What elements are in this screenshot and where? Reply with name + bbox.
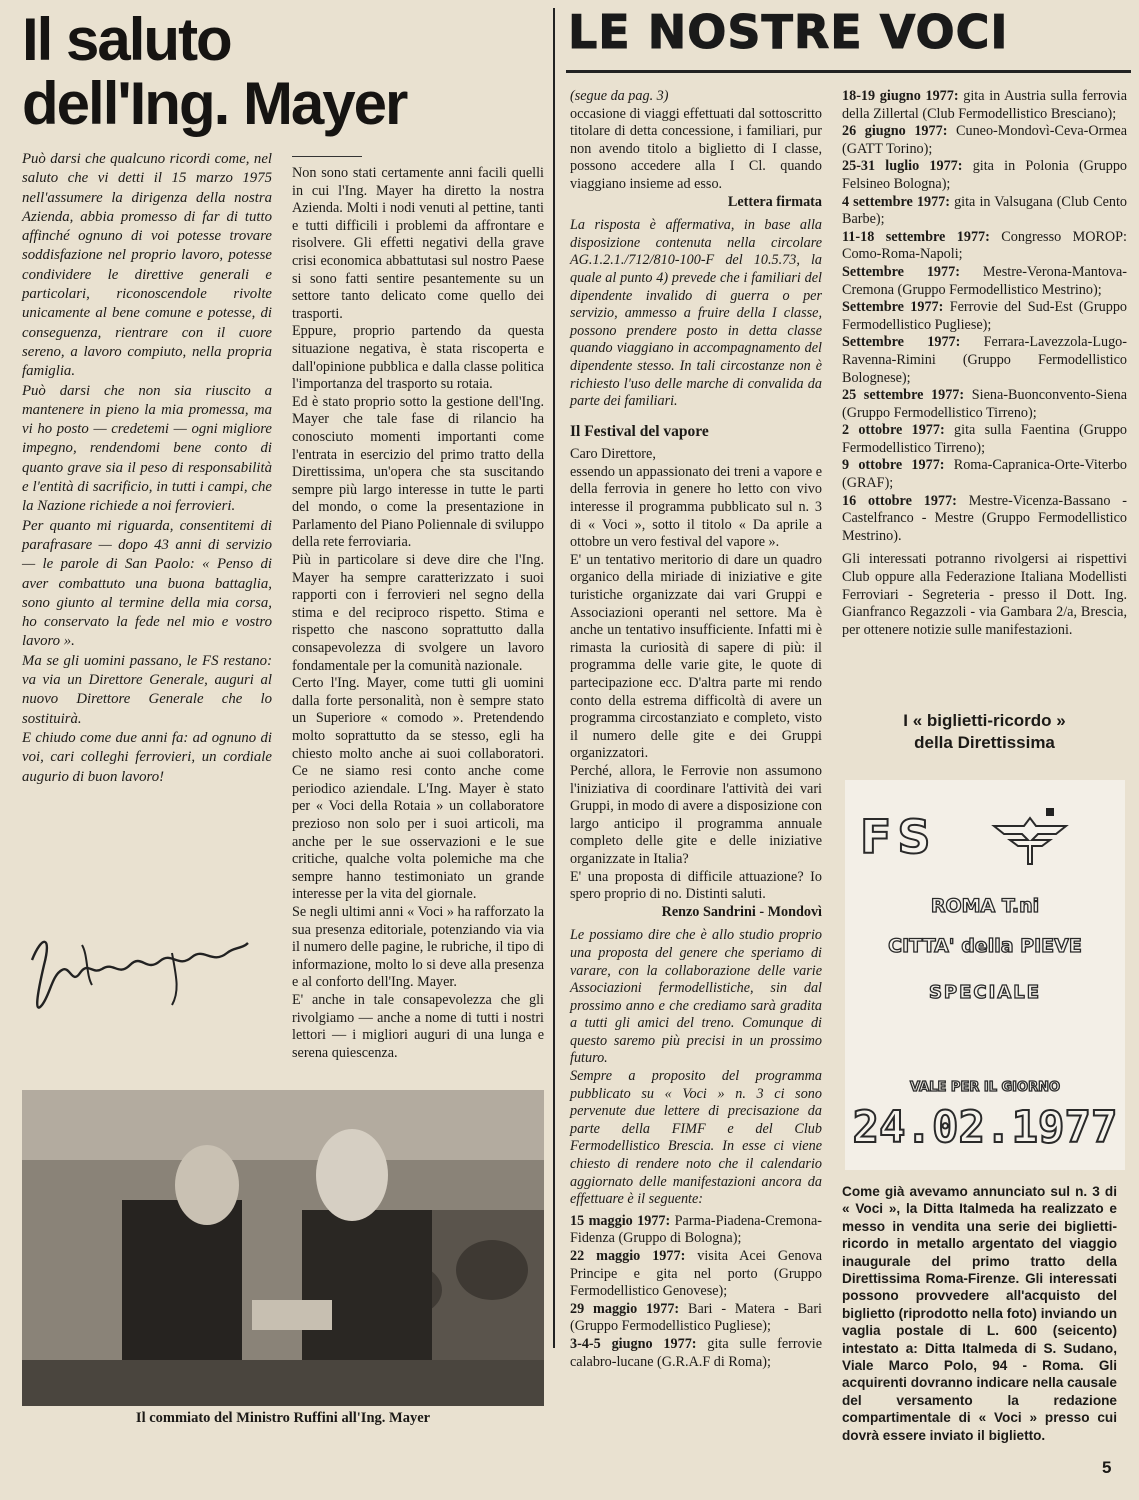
letter-subtitle: Il Festival del vapore (570, 422, 709, 440)
ticket-route: ROMA T.ni (930, 895, 1040, 917)
paragraph: E chiudo come due anni fa: ad ognuno di voi, cari colleghi ferrovieri, un cordiale augurio di buon lavoro! (22, 729, 272, 785)
info-paragraph: Gli interessati potranno rivolgersi ai rispettivi Club oppure alla Federazione Italiana Modellisti Ferroviari - Segreteria - presso il Dott. Ing. Gianfranco Regazzoli - via Gambara 2/a, Brescia, per ottenere notizie sulle manifestazioni. (842, 551, 1127, 638)
event-item (842, 299, 1127, 334)
letter-text: essendo un appassionato dei treni a vapore e della ferrovia in genere ho letto con vivo interesse il programma pubblicato sul n. 3 di « Voci », sotto il titolo « Da aprile a ottobre un vero festival del vapore ». (570, 463, 822, 551)
paragraph: Per quanto mi riguarda, consentitemi di parafrasare — dopo 43 anni di servizio — le parole di San Paolo: « Penso di aver combattuto una buona battaglia, sono giunto al termine della mia corsa, ho conservato la fede nel mio e vostro lavoro ». (22, 517, 272, 650)
events-column (842, 88, 1127, 639)
event-text: Mestre-Verona-Mantova-Cremona (Gruppo Fermodellistico Mestrino); (842, 263, 1127, 298)
event-item (842, 229, 1127, 264)
event-item (842, 158, 1127, 193)
event-date: 9 ottobre 1977: (842, 457, 945, 474)
event-date: 3-4-5 giugno 1977: (570, 1335, 697, 1352)
event-item (842, 194, 1127, 229)
event-item (842, 123, 1127, 158)
continued-note: (segue da pag. 3) (570, 88, 669, 104)
event-item (570, 1248, 822, 1301)
letter-signature: Renzo Sandrini - Mondovì (661, 903, 822, 920)
event-text: Congresso MOROP: Como-Roma-Napoli; (842, 228, 1127, 263)
event-text: Roma-Capranica-Orte-Viterbo (GRAF); (842, 457, 1128, 492)
event-date: 25 settembre 1977: (842, 387, 965, 404)
page-number: 5 (1102, 1458, 1112, 1477)
event-text: Ferrara-Lavezzola-Lugo-Ravenna-Rimini (Gruppo Fermodellistico Bolognese); (842, 334, 1127, 386)
event-item (570, 1301, 822, 1336)
paragraph: Se negli ultimi anni « Voci » ha rafforzato la sua presenza editoriale, potenziando via via il numero delle pagine, le rubriche, il tipo di informazione, molto lo si deve alla presenza e al conforto dell'Ing. Mayer. (292, 903, 544, 991)
event-text: gita sulle ferrovie calabro-lucane (G.R.A.F di Roma); (570, 1335, 823, 1370)
letter-text: E' un tentativo meritorio di dare un quadro organico della miriade di iniziative e gite turistiche organizzate dai vari Gruppi e Associazioni operanti nel settore. Ma è anche un tentativo insufficiente. Infatti mi è rimasta la curiosità di sapere di più: il programma delle varie gite, le quote di partecipazione ecc. D'altra parte mi rendo conto della estrema difficoltà di avere un programma circostanziato e completo, visto il numero delle gite e dei Gruppi organizzatori. (570, 551, 822, 762)
paragraph: Può darsi che non sia riuscito a mantenere in pieno la mia promessa, ma vi ho posto — credetemi — ogni migliore impegno, rendendomi bene conto di quanto grave sia il peso di responsabilità e l'entità di sacrificio, in tutti i campi, che la Nazione richiede a noi ferrovieri. (22, 382, 272, 515)
ticket-destination: CITTA' della PIEVE (888, 935, 1082, 957)
mayer-letter-column (22, 150, 272, 787)
event-text: gita in Polonia (Gruppo Felsineo Bologna); (842, 158, 1128, 192)
event-text: Siena-Buonconvento-Siena (Gruppo Fermodellistico Tirreno); (842, 387, 1128, 421)
salutation: Caro Direttore, (570, 446, 656, 463)
event-text: gita in Austria sulla ferrovia della Zillertal (Club Fermodellistico Bresciano); (842, 88, 1127, 122)
ticket-heading-line2: della Direttissima (914, 733, 1055, 752)
ticket-heading-line1: I « biglietti-ricordo » (903, 711, 1066, 730)
ticket-class: SPECIALE (928, 982, 1042, 1003)
event-date: Settembre 1977: (842, 263, 960, 280)
event-date: 2 ottobre 1977: (842, 422, 945, 439)
paragraph: Ed è stato proprio sotto la gestione dell'Ing. Mayer che tale fase di rilancio ha conosciuto momenti importanti come l'entrata in esercizio del primo tratto della Direttissima, un'opera che sta suscitando sempre più largo interesse in tutte le parti del mondo, o come la presentazione in Parlamento del Piano Poliennale di sviluppo della rete ferroviaria. (292, 393, 544, 551)
event-date: Settembre 1977: (842, 299, 944, 316)
event-text: Cuneo-Mondovì-Ceva-Ormea (GATT Torino); (842, 123, 1128, 157)
section-masthead: LE NOSTRE VOCI (568, 5, 1009, 59)
photo-caption: Il commiato del Ministro Ruffini all'Ing. Mayer (135, 1410, 431, 1426)
paragraph: Ma se gli uomini passano, le FS restano: va via un Direttore Generale, auguri al nuovo Direttore Generale che lo sostituirà. (22, 652, 272, 727)
event-item (842, 264, 1127, 299)
signature (22, 925, 252, 1020)
event-text: visita Acei Genova Principe e gita nel porto (Gruppo Fermodellistico Genovese); (570, 1248, 823, 1300)
event-text: Parma-Piadena-Cremona-Fidenza (Gruppo di Bologna); (570, 1212, 822, 1247)
article-title-line2: dell'Ing. Mayer (22, 70, 407, 137)
editor-reply: Le possiamo dire che è allo studio proprio una proposta del genere che speriamo di varare, con la collaborazione delle varie Associazioni fermodellistiche, sin dal prossimo anno e che crediamo sarà gradita a tutti gli amici del treno. Comunque di questo saremo più precisi in un prossimo futuro. (570, 927, 822, 1067)
letters-column (570, 88, 822, 1371)
masthead-rule (566, 70, 1131, 73)
ticket-description: Come già avevamo annunciato sul n. 3 di « Voci », la Ditta Italmeda ha realizzato e messo in vendita una serie dei biglietti-ricordo in metallo argentato del viaggio inaugurale del primo tratto della Direttissima Roma-Firenze. Gli interessati possono provvedere all'acquisto del biglietto (riprodotto nella foto) inviando un vaglia postale di L. 600 (seicento) intestato a: Ditta Italmeda di S. Sudano, Viale Marco Polo, 94 - Roma. Gli acquirenti dovranno indicare nella causale del versamento la redazione compartimentale di « Voci » presso cui dovrà essere inviato il biglietto. (842, 1184, 1117, 1443)
event-item (842, 457, 1127, 492)
ticket-heading (842, 710, 1127, 754)
paragraph: Certo l'Ing. Mayer, come tutti gli uomini dalla forte personalità, non è sempre stato un Superiore « comodo ». Pretendendo molto soprattutto da se stesso, egli ha chiesto molto anche ai suoi collaboratori. Ce ne siamo resi conto anche come periodico aziendale. L'Ing. Mayer è stato per « Voci della Rotaia » un collaboratore prezioso non solo per i suoi articoli, ma anche per le sue osservazioni e le sue critiche, qualche volta polemiche ma che sempre hanno testimoniato un grande interesse per la vita del giornale. (292, 675, 544, 903)
column-divider (553, 8, 555, 1348)
letter-text: E' una proposta di difficile attuazione? Io spero proprio di no. Distinti saluti. (570, 868, 822, 903)
ticket-date: 24.02.1977 (852, 1102, 1118, 1153)
event-date: 25-31 luglio 1977: (842, 158, 963, 175)
article-title-line1: Il saluto (22, 6, 231, 73)
event-text: Ferrovie del Sud-Est (Gruppo Fermodellistico Pugliese); (842, 299, 1128, 333)
event-text: Mestre-Vicenza-Bassano - Castelfranco - Mestre (Gruppo Fermodellistico Mestrino). (842, 492, 1128, 544)
paragraph: E' anche in tale consapevolezza che gli rivolgiamo — anche a nome di tutti i nostri lettori — i migliori auguri di una lunga e serena quiescenza. (292, 991, 544, 1061)
event-item (570, 1336, 822, 1371)
paragraph: Più in particolare si deve dire che l'Ing. Mayer ha sempre caratterizzato i suoi rapporti con i ferrovieri nel segno della stima e del reciproco rispetto. Stima e rispetto che nascono soprattutto dalla consapevolezza di svolgere un lavoro fondamentale per la comunità nazionale. (292, 552, 544, 674)
ceremony-photo (22, 1090, 544, 1406)
event-item (570, 1213, 822, 1248)
letter-text: occasione di viaggi effettuati dal sottoscritto titolare di detta concessione, i familiari, pur non avendo titolo a biglietto di I classe, possono accedere alla I Cl. quando viaggiano insieme ad esso. (570, 105, 822, 192)
article-title (22, 8, 542, 136)
event-date: 15 maggio 1977: (570, 1212, 671, 1229)
paragraph: Eppure, proprio partendo da questa situazione negativa, è stata riscoperta e dall'opinione pubblica e dalla classe politica l'importanza del trasporto su rotaia. (292, 323, 544, 393)
event-item (842, 387, 1127, 422)
divider (292, 156, 362, 157)
paragraph: Non sono stati certamente anni facili quelli in cui l'Ing. Mayer ha diretto la nostra Azienda. Molti i nodi venuti al pettine, tanti e tutti difficili i problemi da affrontare e risolvere. Gli effetti negativi della grave crisi economica abbattutasi sul nostro Paese si sono fatti sentire pesantemente su un settore tanto delicato come quello dei trasporti. (292, 165, 544, 322)
event-item (842, 334, 1127, 387)
event-text: Bari - Matera - Bari (Gruppo Fermodellistico Pugliese); (570, 1300, 822, 1335)
event-date: 16 ottobre 1977: (842, 492, 957, 509)
editor-reply: La risposta è affermativa, in base alla disposizione contenuta nella circolare AG.1.2.1./712/810-100-F del 10.5.73, la quale al punto 4) prevede che i familiari del dipendente invalido di guerra o per servizio, ammesso a fruire della I classe, possono prendere posto in detta classe quando viaggiano in accompagnamento del dipendente stesso. In tali circostanze non è richiesto l'uso delle marche di convalida da parte dei familiari. (570, 217, 822, 410)
letter-text: Perché, allora, le Ferrovie non assumono l'iniziativa di coordinare l'attività dei vari Gruppi, in modo di avere a disposizione con largo anticipo il programma annuale completo delle gite e delle iniziative organizzate in Italia? (570, 762, 822, 867)
event-item (842, 493, 1127, 546)
paragraph: Può darsi che qualcuno ricordi come, nel saluto che vi detti il 15 marzo 1975 nell'assumere la dirigenza della nostra Azienda, abbia promesso di far di tutto affinché ognuno di voi potesse trovare soddisfazione nel proprio lavoro, potesse condividere le direttive generali e particolari, riconoscendole rivolte unicamente al bene comune e potesse, di conseguenza, rientrare con il cuore sereno, a lavoro compiuto, nella propria famiglia. (22, 151, 272, 380)
event-item (842, 422, 1127, 457)
editorial-column (292, 165, 544, 1062)
event-date: 29 maggio 1977: (570, 1300, 680, 1317)
ticket-valid-label: VALE PER IL GIORNO (909, 1080, 1061, 1095)
ticket-fs-logo: FS (860, 810, 937, 864)
winged-wheel-icon (990, 808, 1070, 868)
event-date: Settembre 1977: (842, 334, 961, 351)
event-date: 4 settembre 1977: (842, 193, 950, 210)
event-date: 22 maggio 1977: (570, 1248, 686, 1264)
letter-signature: Lettera firmata (727, 193, 822, 210)
event-date: 18-19 giugno 1977: (842, 88, 959, 104)
event-date: 11-18 settembre 1977: (842, 228, 990, 245)
event-date: 26 giugno 1977: (842, 123, 948, 140)
event-item (842, 88, 1127, 123)
event-text: gita in Valsugana (Club Cento Barbe); (842, 193, 1127, 228)
event-text: gita sulla Faentina (Gruppo Fermodellistico Tirreno); (842, 422, 1128, 456)
editor-reply: Sempre a proposito del programma pubblicato su « Voci » n. 3 ci sono pervenute due lettere di precisazione da parte della FIMF e del Club Fermodellistico Brescia. In esse ci viene chiesto di rendere noto che il calendario aggiornato delle manifestazioni ancora da effettuare è il seguente: (570, 1068, 822, 1208)
